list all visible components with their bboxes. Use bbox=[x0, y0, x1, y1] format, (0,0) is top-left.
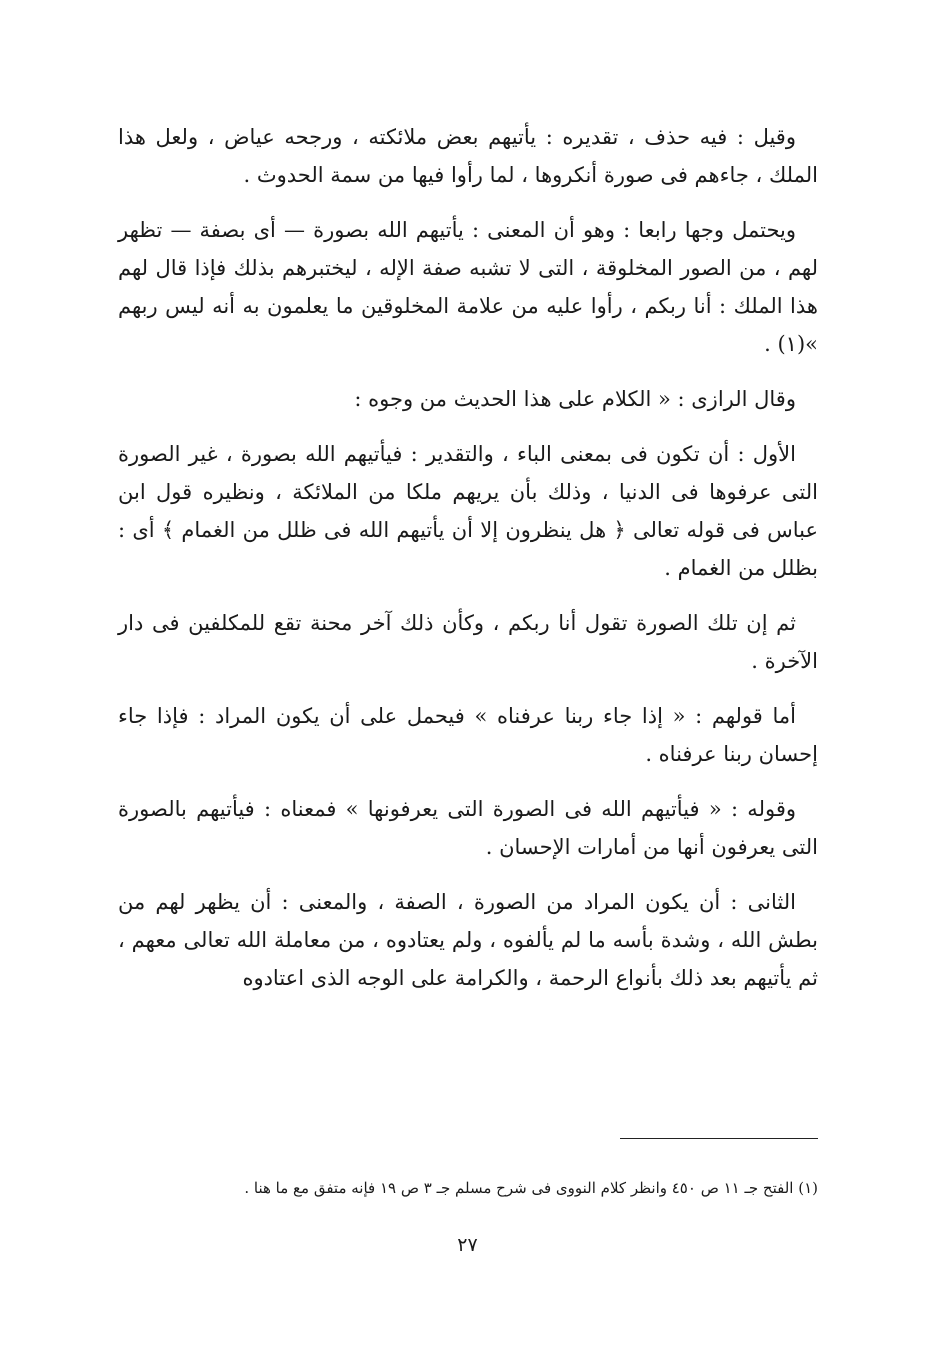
footnote: (١) الفتح جـ ١١ ص ٤٥٠ وانظر كلام النووى فى شرح مسلم جـ ٣ ص ١٩ فإنه متفق مع ما هنا . bbox=[244, 1179, 818, 1197]
footnote-divider bbox=[620, 1138, 818, 1139]
paragraph-7: وقوله : « فيأتيهم الله فى الصورة التى يعرفونها » فمعناه : فيأتيهم بالصورة التى يعرفون أنها من أمارات الإحسان . bbox=[118, 797, 818, 859]
paragraph-2: ويحتمل وجها رابعا : وهو أن المعنى : يأتيهم الله بصورة — أى بصفة — تظهر لهم ، من الصور المخلوقة ، التى لا تشبه صفة الإله ، ليختبرهم بذلك فإذا قال لهم هذا الملك : أنا ربكم ، رأوا عليه من علامة المخلوقين ما يعلمون به أنه ليس ربهم »(١) . bbox=[118, 218, 818, 356]
main-text bbox=[118, 118, 818, 1014]
paragraph-6: أما قولهم : « إذا جاء ربنا عرفناه » فيحمل على أن يكون المراد : فإذا جاء إحسان ربنا عرفناه . bbox=[118, 704, 818, 766]
paragraph-4: الأول : أن تكون فى بمعنى الباء ، والتقدير : فيأتيهم الله بصورة ، غير الصورة التى عرفوها فى الدنيا ، وذلك بأن يريهم ملكا من الملائكة ، ونظيره قول ابن عباس فى قوله تعالى ﴿ هل ينظرون إلا أن يأتيهم الله فى ظلل من الغمام ﴾ أى : بظلل من الغمام . bbox=[118, 442, 818, 580]
paragraph-5: ثم إن تلك الصورة تقول أنا ربكم ، وكأن ذلك آخر محنة تقع للمكلفين فى دار الآخرة . bbox=[118, 611, 818, 673]
paragraph-3: وقال الرازى : « الكلام على هذا الحديث من وجوه : bbox=[354, 387, 796, 411]
paragraph-8: الثانى : أن يكون المراد من الصورة ، الصفة ، والمعنى : أن يظهر لهم من بطش الله ، وشدة بأسه ما لم يألفوه ، ولم يعتادوه ، من معاملة الله تعالى معهم ، ثم يأتيهم بعد ذلك بأنواع الرحمة ، والكرامة على الوجه الذى اعتادوه bbox=[118, 890, 818, 990]
paragraph-1: وقيل : فيه حذف ، تقديره : يأتيهم بعض ملائكته ، ورجحه عياض ، ولعل هذا الملك ، جاءهم فى صورة أنكروها ، لما رأوا فيها من سمة الحدوث . bbox=[118, 125, 818, 187]
page-number: ٢٧ bbox=[457, 1234, 478, 1256]
